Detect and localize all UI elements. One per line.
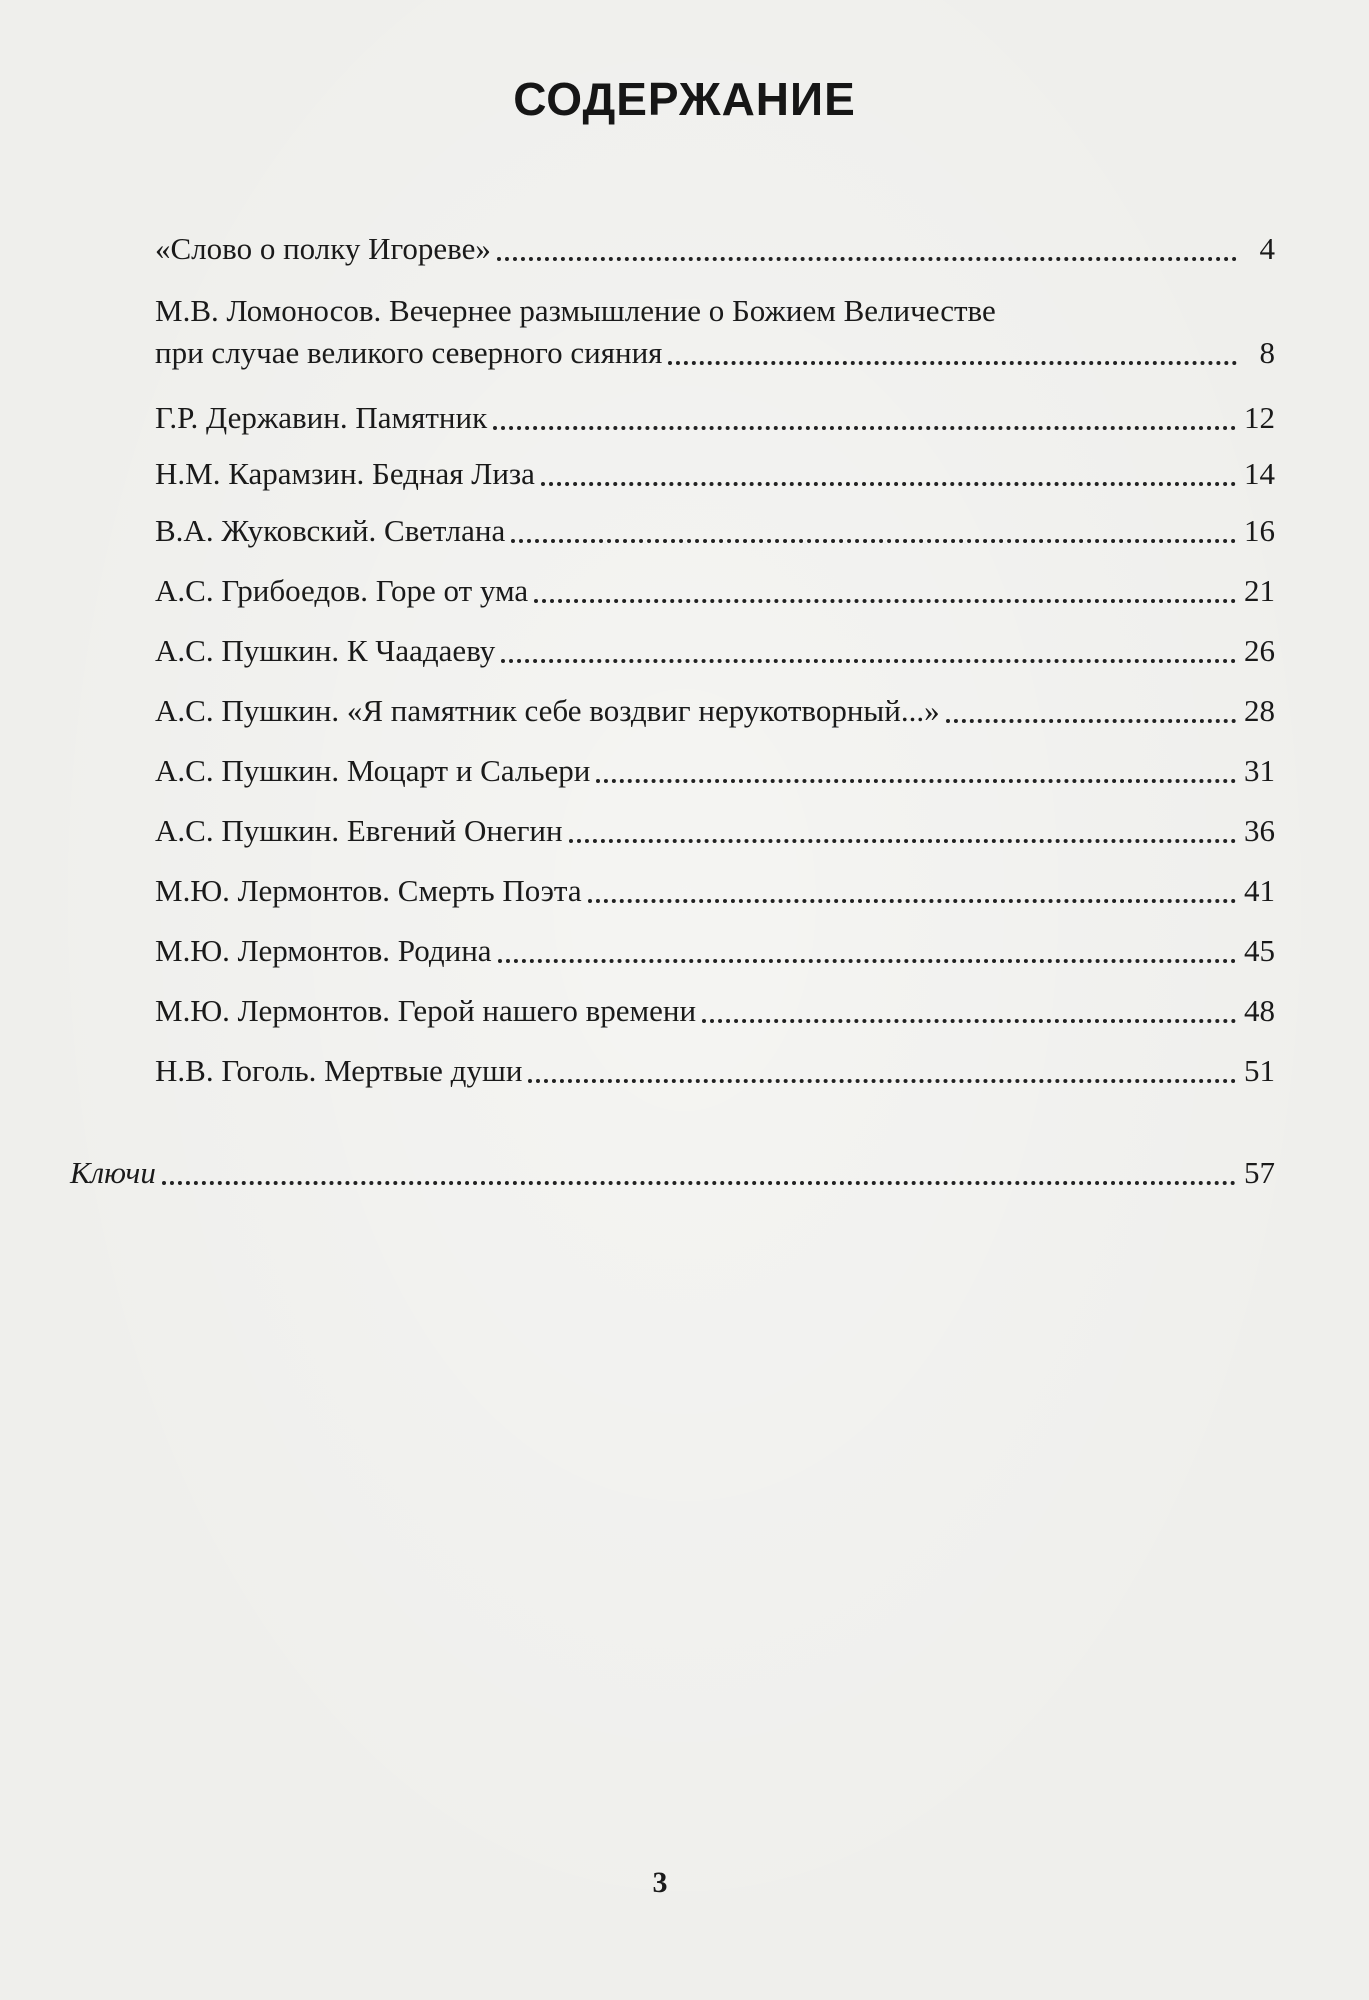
toc-entry[interactable] bbox=[155, 870, 1275, 912]
toc-entry-page: 28 bbox=[1244, 693, 1275, 728]
toc-entry-page: 26 bbox=[1244, 633, 1275, 668]
dot-leader bbox=[534, 599, 1236, 603]
toc-entry-page: 14 bbox=[1244, 456, 1275, 491]
toc-entry-page: 16 bbox=[1244, 513, 1275, 548]
toc-entry[interactable] bbox=[155, 690, 1275, 732]
dot-leader bbox=[541, 482, 1236, 486]
dot-leader bbox=[528, 1079, 1236, 1083]
toc-entry[interactable] bbox=[155, 750, 1275, 792]
toc-entry-title: А.С. Пушкин. Евгений Онегин bbox=[155, 813, 563, 848]
toc-entry[interactable] bbox=[155, 228, 1275, 270]
toc-entry-page: 4 bbox=[1259, 231, 1275, 266]
toc-entry-page: 12 bbox=[1244, 400, 1275, 435]
toc-entry-title: А.С. Пушкин. «Я памятник себе воздвиг нерукотворный...» bbox=[155, 693, 940, 728]
dot-leader bbox=[596, 779, 1236, 783]
dot-leader bbox=[569, 839, 1236, 843]
dot-leader bbox=[498, 959, 1236, 963]
dot-leader bbox=[668, 361, 1237, 365]
toc-entry[interactable] bbox=[155, 570, 1275, 612]
toc-entry-page: 21 bbox=[1244, 573, 1275, 608]
toc-entry-title: «Слово о полку Игореве» bbox=[155, 231, 491, 266]
toc-entry-page: 41 bbox=[1244, 873, 1275, 908]
toc-entry-title: М.Ю. Лермонтов. Смерть Поэта bbox=[155, 873, 582, 908]
toc-entry-page: 48 bbox=[1244, 993, 1275, 1028]
dot-leader bbox=[501, 659, 1236, 663]
toc-entry-title: М.Ю. Лермонтов. Родина bbox=[155, 933, 492, 968]
toc-entry-page: 36 bbox=[1244, 813, 1275, 848]
toc-entry[interactable] bbox=[155, 1050, 1275, 1092]
toc-entry-title: при случае великого северного сияния bbox=[155, 334, 663, 370]
dot-leader bbox=[497, 257, 1237, 261]
toc-entry-title-line1: М.В. Ломоносов. Вечернее размышление о Божием Величестве bbox=[155, 293, 996, 328]
toc-entry[interactable] bbox=[155, 453, 1275, 495]
toc-entry[interactable] bbox=[155, 630, 1275, 672]
toc-entry-title: В.А. Жуковский. Светлана bbox=[155, 513, 506, 548]
toc-entry[interactable] bbox=[155, 510, 1275, 552]
toc-entry-title: А.С. Пушкин. Моцарт и Сальери bbox=[155, 753, 591, 788]
toc-entry-page: 45 bbox=[1244, 933, 1275, 968]
dot-leader bbox=[946, 719, 1236, 723]
dot-leader bbox=[588, 899, 1236, 903]
toc-entry[interactable] bbox=[155, 990, 1275, 1032]
toc-entry-title: Ключи bbox=[70, 1155, 156, 1190]
toc-entry-page: 57 bbox=[1244, 1155, 1275, 1190]
dot-leader bbox=[162, 1181, 1236, 1185]
dot-leader bbox=[493, 426, 1236, 430]
page-title: СОДЕРЖАНИЕ bbox=[513, 73, 856, 125]
toc-entry[interactable] bbox=[155, 290, 1275, 374]
toc-entry-title: Г.Р. Державин. Памятник bbox=[155, 400, 488, 435]
toc-entry-page: 8 bbox=[1259, 334, 1275, 370]
toc-entry-keys[interactable] bbox=[70, 1152, 1275, 1194]
toc-entry[interactable] bbox=[155, 810, 1275, 852]
dot-leader bbox=[511, 539, 1236, 543]
toc-entry-page: 31 bbox=[1244, 753, 1275, 788]
toc-entry-title: А.С. Пушкин. К Чаадаеву bbox=[155, 633, 496, 668]
toc-entry-title: Н.М. Карамзин. Бедная Лиза bbox=[155, 456, 535, 491]
toc-entry[interactable] bbox=[155, 397, 1275, 439]
toc-entry-title: Н.В. Гоголь. Мертвые души bbox=[155, 1053, 523, 1088]
toc-entry[interactable] bbox=[155, 930, 1275, 972]
toc-entry-title: А.С. Грибоедов. Горе от ума bbox=[155, 573, 529, 608]
toc-entry-title: М.Ю. Лермонтов. Герой нашего времени bbox=[155, 993, 697, 1028]
toc-entry-page: 51 bbox=[1244, 1053, 1275, 1088]
dot-leader bbox=[702, 1019, 1236, 1023]
page-number: 3 bbox=[652, 1866, 668, 1899]
